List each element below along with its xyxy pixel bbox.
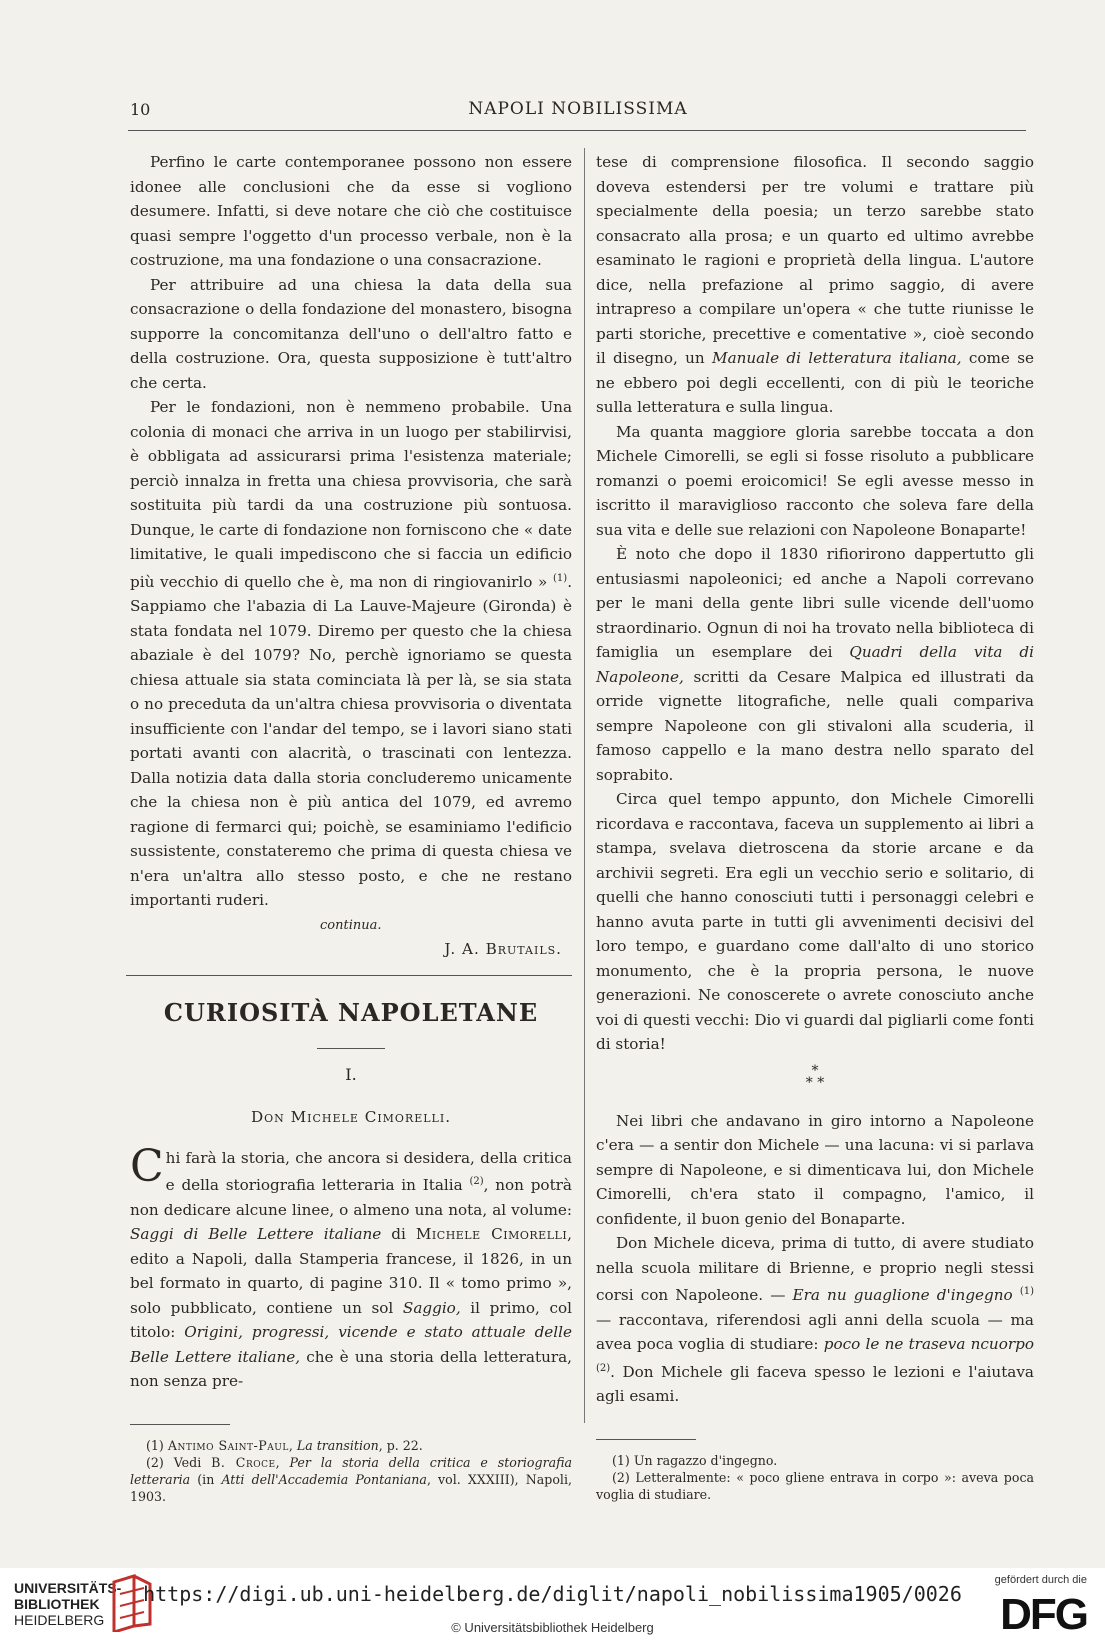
- paragraph: Per attribuire ad una chiesa la data della sua consacrazione o della fondazione del monastero, bisogna supporre la concomitanza dell'uno o dell'altro fatto e della costruzione. Ora, questa supposizione è tutt'altro che certa.: [130, 275, 572, 392]
- chapter-subtitle: Don Michele Cimorelli.: [250, 1108, 452, 1127]
- book-title: Saggio,: [402, 1298, 461, 1317]
- copyright-notice: © Universitätsbibliothek Heidelberg: [451, 1620, 654, 1635]
- right-column: [596, 150, 1034, 1503]
- quotation: poco le ne traseva ncuorpo: [823, 1335, 1034, 1354]
- book-title: Manuale di letteratura italiana,: [712, 349, 962, 367]
- paragraph: Per le fondazioni, non è nemmeno probabile. Una colonia di monaci che arriva in un luogo per stabilirvisi, è obbligata ad assicurarsi prima l'esistenza materiale; perciò innalza in fretta una chiesa provvisoria, che sarà sostituita più tardi da una costruzione più sontuosa. Dunque, le carte di fondazione non forniscono che « date limitative, le quali impediscono che si faccia un edificio più vecchio di quello che è, ma non di ringiovanirlo » $^{(1)}$. Sappiamo che l'abazia di La Lauve-Majeure (Gironda) è stata fondata nel 1079. Diremo per questo che la chiesa abaziale è del 1079? No, perchè ignoriamo se questa chiesa attuale sia stata cominciata là per là, se sia stata o no preceduta da un'altra chiesa provvisoria o diventata insufficiente con l'andar del tempo, se i lavori siano stati portati avanti con alacrità, o trascinati con lentezza. Dalla notizia data dalla storia concluderemo unicamente che la chiesa non è più antica del 1079, ed avremo ragione di fermarci qui; poichè, se esaminiamo l'edificio sussistente, constateremo che prima di questa chiesa ve n'era un'altra allo stesso posto, e che ne restano importanti ruderi.: [130, 398, 573, 910]
- book-title: Origini, progressi, vicende e stato attuale delle Belle Lettere italiane,: [130, 1323, 573, 1366]
- paragraph: tese di comprensione filosofica. Il secondo saggio doveva estendersi per tre volumi e trattare più specialmente della poesia; un terzo sarebbe stato consacrato alla prosa; e un quarto ed ultimo avrebbe esaminato le ragioni e proprietà della lingua. L'autore dice, nella prefazione al primo saggio, di avere intrapreso a compilare un'opera « che tutte riunisse le parti storiche, precettive e comentative », cioè secondo il disegno, un Manuale di letteratura italiana, come se ne ebbero poi degli eccellenti, con di più le teoriche sulla letteratura e sulla lingua.: [596, 153, 1034, 416]
- footnote-rule: [596, 1439, 696, 1440]
- footnote: (2) Vedi B. Croce, Per la storia della critica e storiografia letteraria (in Atti dell'Accademia Pontaniana, vol. XXXIII), Napoli, 1903.: [130, 1454, 573, 1504]
- quotation: Era nu guaglione d'ingegno: [792, 1286, 1013, 1305]
- section-rule: [126, 975, 572, 976]
- footnote: (1) Un ragazzo d'ingegno.: [612, 1452, 778, 1468]
- permalink-url[interactable]: https://digi.ub.uni-heidelberg.de/diglit/napoli_nobilissima1905/0026: [143, 1582, 962, 1606]
- left-column: [130, 150, 572, 1505]
- book-title: Quadri della vita di Napoleone,: [596, 643, 1035, 686]
- page-header: [130, 96, 1026, 126]
- paragraph: Ma quanta maggiore gloria sarebbe toccata a don Michele Cimorelli, se egli si fosse risoluto a pubblicare romanzi o poemi eroicomici! Se egli avesse messo in iscritto il maraviglioso racconto che soleva fare della sua vita e delle sue relazioni con Napoleone Bonaparte!: [596, 422, 1034, 539]
- paragraph: Don Michele diceva, prima di tutto, di avere studiato nella scuola militare di Brienne, e proprio negli stessi corsi con Napoleone. — Era nu guaglione d'ingegno $^{(1)}$ — raccontava, riferendosi agli anni della scuola — ma avea poca voglia di studiare: poco le ne traseva ncuorpo $^{(2)}$. Don Michele gli faceva spesso le lezioni e l'aiutava agli esami.: [596, 1234, 1034, 1406]
- viewer-footer: [0, 1568, 1105, 1652]
- dfg-logo: DFG: [1000, 1590, 1087, 1639]
- title-rule: [317, 1048, 385, 1049]
- asterism: * * *: [805, 1062, 825, 1091]
- running-title: NAPOLI NOBILISSIMA: [468, 99, 688, 119]
- funder-label: gefördert durch die: [994, 1574, 1087, 1586]
- paragraph: È noto che dopo il 1830 rifiorirono dappertutto gli entusiasmi napoleonici; ed anche a Napoli correvano per le mani della gente libri sulle vicende dell'uomo straordinario. Ognun di noi ha trovato nella biblioteca di famiglia un esemplare dei Quadri della vita di Napoleone, scritti da Cesare Malpica ed illustrati da orride vignette litografiche, nelle quali compariva sempre Napoleone con gli stivaloni alla scuderia, il famoso cappello e la mano destra nello sparato del soprabito.: [596, 545, 1035, 784]
- paragraph: Circa quel tempo appunto, don Michele Cimorelli ricordava e raccontava, faceva un supplemento ai libri a stampa, svelava dietroscena da storie arcane e da archivii segreti. Era egli un vecchio serio e solitario, di quelli che hanno conosciuti tutti i personaggi celebri e hanno avuta parte in tutti gli avvenimenti decisivi del loro tempo, e guardano come dall'alto di uno storico monumento, che è la propria persona, le nuove generazioni. Ne conoscerete o avrete conosciuto anche voi di questi vecchi: Dio vi guardi dal pigliarli come fonti di storia!: [596, 790, 1034, 1053]
- continua-note: continua.: [320, 917, 382, 933]
- footnote-ref: (2): [469, 1176, 484, 1188]
- chapter-numeral: I.: [345, 1064, 357, 1084]
- footnote-ref: (1): [553, 572, 568, 584]
- column-divider: [584, 148, 585, 1423]
- footnote: (1) Antimo Saint-Paul, La transition, p. 22.: [146, 1437, 423, 1453]
- section-title: CURIOSITÀ NAPOLETANE: [163, 997, 539, 1027]
- paragraph: Nei libri che andavano in giro intorno a Napoleone c'era — a sentir don Michele — una lacuna: vi si parlava sempre di Napoleone, e si dimenticava lui, don Michele Cimorelli, ch'era stato il compagno, l'amico, il confidente, il buon genio del Bonaparte.: [596, 1111, 1034, 1228]
- drop-cap: C: [130, 1140, 164, 1192]
- footnote: (2) Letteralmente: « poco gliene entrava in corpo »: aveva poca voglia di studiare.: [596, 1469, 1034, 1502]
- author-signature: J. A. Brutails.: [444, 939, 562, 958]
- author-name: Michele Cimorelli: [415, 1225, 568, 1244]
- paragraph: Chi farà la storia, che ancora si desidera, della critica e della storiografia letteraria in Italia $^{(2)}$, non potrà non dedicare alcune linee, o almeno una nota, al volume: Saggi di Belle Lettere italiane di Michele Cimorelli, edito a Napoli, dalla Stamperia francese, il 1826, in un bel formato in quarto, di pagine 310. Il « tomo primo », solo pubblicato, contiene un sol Saggio, il primo, col titolo: Origini, progressi, vicende e stato attuale delle Belle Lettere italiane, che è una storia della letteratura, non senza pre-: [130, 1140, 573, 1391]
- page-number: 10: [130, 100, 151, 119]
- paragraph: Perfino le carte contemporanee possono non essere idonee alle conclusioni che da esse si vogliono desumere. Infatti, si deve notare che ciò che costituisce quasi sempre l'oggetto d'un processo verbale, non è la costruzione, ma una fondazione o una consacrazione.: [130, 153, 572, 269]
- footnote-rule: [130, 1424, 230, 1425]
- library-name: UNIVERSITÄTS- BIBLIOTHEK HEIDELBERG: [14, 1580, 122, 1628]
- footnote-ref: (1): [1019, 1286, 1034, 1297]
- footnote-ref: (2): [596, 1362, 611, 1374]
- book-title: Saggi di Belle Lettere italiane: [130, 1225, 382, 1244]
- header-rule: [128, 130, 1026, 131]
